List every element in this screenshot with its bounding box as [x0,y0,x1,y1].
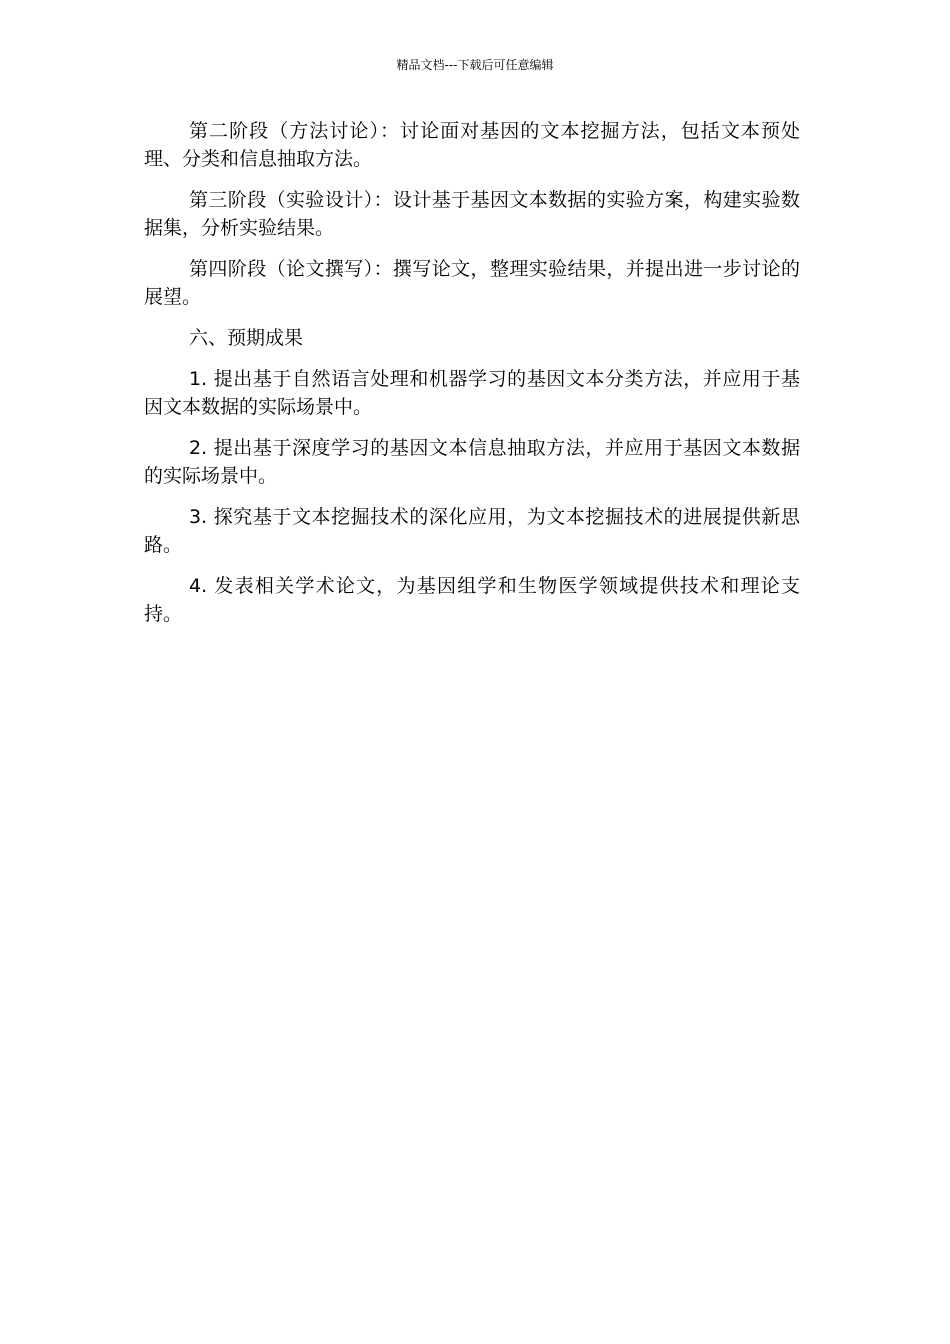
list-item-result-1: 1. 提出基于自然语言处理和机器学习的基因文本分类方法，并应用于基因文本数据的实际场景中。 [144,368,800,418]
paragraph-phase-three: 第三阶段（实验设计）：设计基于基因文本数据的实验方案，构建实验数据集，分析实验结果。 [144,189,800,239]
list-item-result-4: 4. 发表相关学术论文，为基因组学和生物医学领域提供技术和理论支持。 [144,575,800,625]
paragraph-phase-two: 第二阶段（方法讨论）：讨论面对基因的文本挖掘方法，包括文本预处理、分类和信息抽取方法。 [144,120,800,170]
document-body [144,117,800,641]
list-item-result-2: 2. 提出基于深度学习的基因文本信息抽取方法，并应用于基因文本数据的实际场景中。 [144,437,800,487]
page-header: 精品文档---下载后可任意编辑 [396,58,554,72]
section-heading-expected-results: 六、预期成果 [189,327,304,349]
list-item-result-3: 3. 探究基于文本挖掘技术的深化应用，为文本挖掘技术的进展提供新思路。 [144,506,800,556]
paragraph-phase-four: 第四阶段（论文撰写）：撰写论文，整理实验结果，并提出进一步讨论的展望。 [144,258,800,308]
